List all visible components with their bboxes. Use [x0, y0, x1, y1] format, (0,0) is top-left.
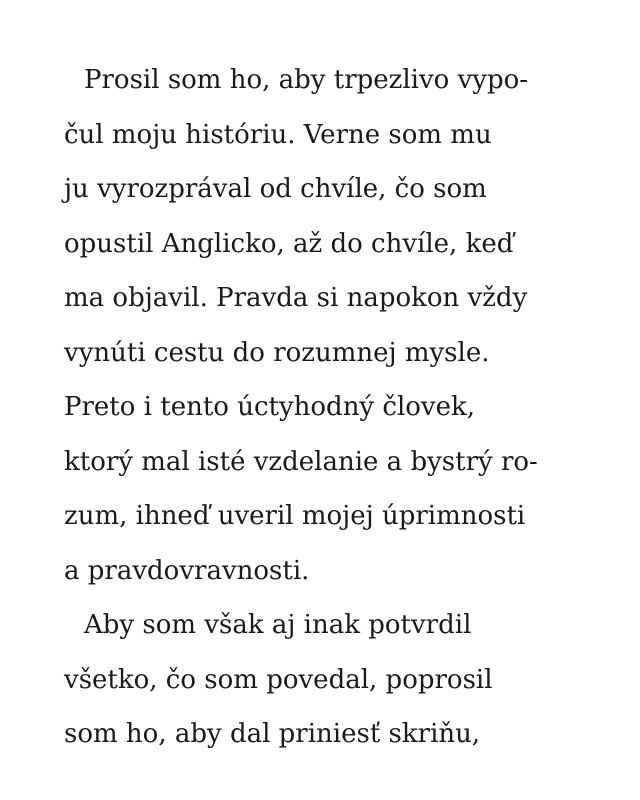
paragraph-1 [64, 53, 584, 598]
text-line: som ho, aby dal priniesť skriňu, [64, 719, 481, 749]
text-line: Preto i tento úctyhodný človek, [64, 392, 476, 422]
text-line: zum, ihneď uveril mojej úprimnosti [64, 501, 526, 531]
text-line: a pravdovravnosti. [64, 555, 310, 586]
paragraph-2 [64, 598, 584, 762]
text-line: vynúti cestu do rozumnej mysle. [64, 337, 490, 368]
text-column [64, 53, 584, 762]
text-line: Prosil som ho, aby trpezlivo vypo- [84, 65, 529, 95]
text-line: všetko, čo som povedal, poprosil [64, 664, 493, 695]
text-line: opustil Anglicko, až do chvíle, keď [64, 228, 514, 259]
text-line: ktorý mal isté vzdelanie a bystrý ro- [64, 446, 538, 477]
text-line: Aby som však aj inak potvrdil [84, 610, 472, 640]
text-line: ma objavil. Pravda si napokon vždy [64, 283, 528, 313]
text-line: ju vyrozprával od chvíle, čo som [64, 174, 487, 204]
text-line: čul moju históriu. Verne som mu [64, 119, 492, 150]
